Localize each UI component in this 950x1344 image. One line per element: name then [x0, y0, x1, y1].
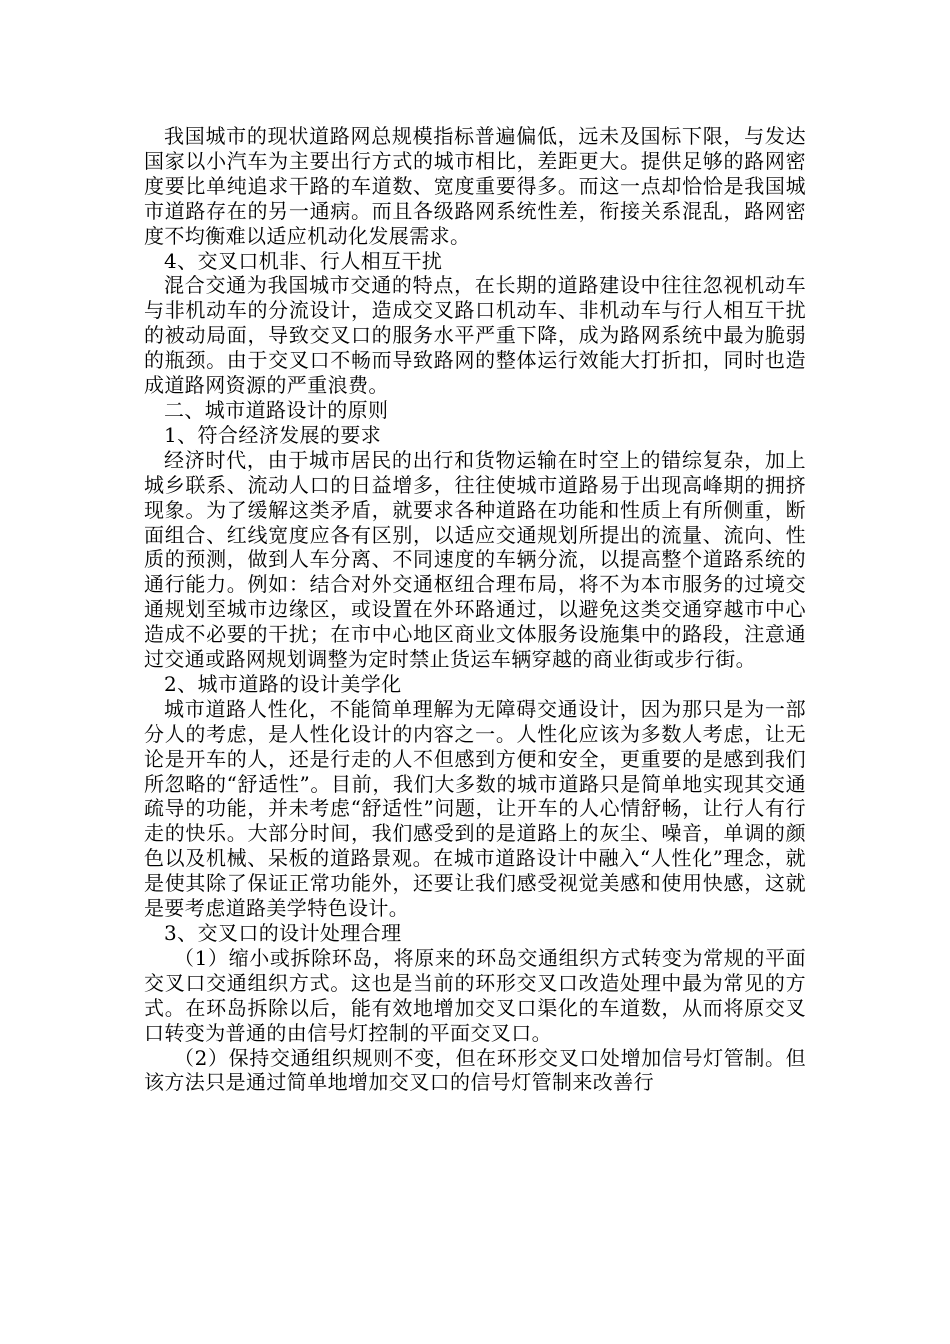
paragraph-mixed-traffic: 混合交通为我国城市交通的特点，在长期的道路建设中往往忽视机动车与非机动车的分流设计，造成交叉路口机动车、非机动车与行人相互干扰的被动局面，导致交叉口的服务水平严重下降，成为路网系统中最为脆弱的瓶颈。由于交叉口不畅而导致路网的整体运行效能大打折扣，同时也造成道路网资源的严重浪费。: [144, 273, 806, 398]
paragraph-humanized-roads: 城市道路人性化，不能简单理解为无障碍交通设计，因为那只是为一部分人的考虑，是人性化设计的内容之一。人性化应该为多数人考虑，让无论是开车的人，还是行走的人不但感到方便和安全，更重要的是感到我们所忽略的“舒适性”。目前，我们大多数的城市道路只是简单地实现其交通疏导的功能，并未考虑“舒适性”问题，让开车的人心情舒畅，让行人有行走的快乐。大部分时间，我们感受到的是道路上的灰尘、噪音，单调的颜色以及机械、呆板的道路景观。在城市道路设计中融入“人性化”理念，就是使其除了保证正常功能外，还要让我们感受视觉美感和使用快感，这就是要考虑道路美学特色设计。: [144, 696, 806, 921]
paragraph-road-network-density: 我国城市的现状道路网总规模指标普遍偏低，远未及国标下限，与发达国家以小汽车为主要出行方式的城市相比，差距更大。提供足够的路网密度要比单纯追求干路的车道数、宽度重要得多。而这一点却恰恰是我国城市道路存在的另一通病。而且各级路网系统性差，衔接关系混乱，路网密度不均衡难以适应机动化发展需求。: [144, 124, 806, 248]
paragraph-roundabout-removal: （1）缩小或拆除环岛，将原来的环岛交通组织方式转变为常规的平面交叉口交通组织方式。这也是当前的环形交叉口改造处理中最为常见的方式。在环岛拆除以后，能有效地增加交叉口渠化的车道数，从而将原交叉口转变为普通的由信号灯控制的平面交叉口。: [144, 945, 806, 1045]
heading-economic-development: 1、符合经济发展的要求: [164, 422, 382, 447]
heading-design-principles: 二、城市道路设计的原则: [164, 397, 389, 422]
heading-design-aesthetics: 2、城市道路的设计美学化: [164, 671, 402, 696]
paragraph-signal-control: （2）保持交通组织规则不变，但在环形交叉口处增加信号灯管制。但该方法只是通过简单地增加交叉口的信号灯管制来改善行: [144, 1045, 806, 1095]
heading-intersection-design: 3、交叉口的设计处理合理: [164, 921, 402, 945]
heading-intersection-interference: 4、交叉口机非、行人相互干扰: [164, 248, 443, 273]
document-body: [144, 124, 806, 1095]
paragraph-economic-era: 经济时代，由于城市居民的出行和货物运输在时空上的错综复杂，加上城乡联系、流动人口的日益增多，往往使城市道路易于出现高峰期的拥挤现象。为了缓解这类矛盾，就要求各种道路在功能和性质上有所侧重，断面组合、红线宽度应各有区别，以适应交通规划所提出的流量、流向、性质的预测，做到人车分离、不同速度的车辆分流，以提高整个道路系统的通行能力。例如：结合对外交通枢纽合理布局，将不为本市服务的过境交通规划至城市边缘区，或设置在外环路通过，以避免这类交通穿越市中心造成不必要的干扰；在市中心地区商业文体服务设施集中的路段，注意通过交通或路网规划调整为定时禁止货运车辆穿越的商业街或步行街。: [144, 447, 806, 672]
